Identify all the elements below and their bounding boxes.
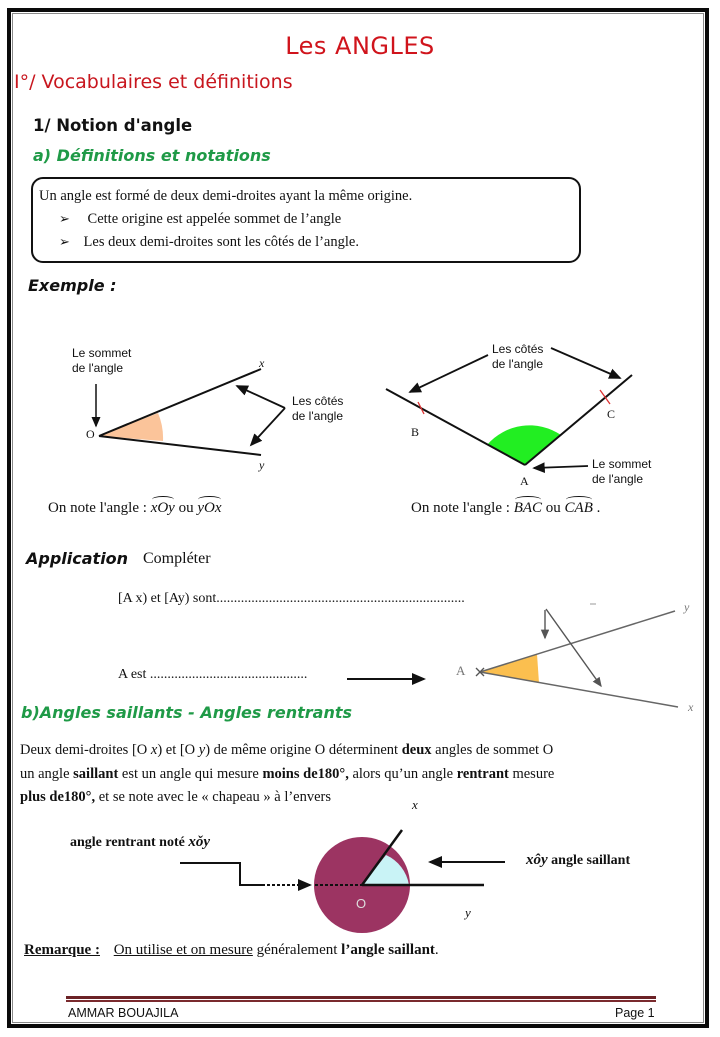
part-a-heading: a) Définitions et notations	[33, 146, 271, 165]
figure1-vertex-callout: Le sommet de l'angle	[72, 346, 132, 375]
example-heading: Exemple :	[28, 276, 117, 295]
application-line-2[interactable]: A est .............................................	[118, 667, 308, 682]
figure2-sides-callout: Les côtés de l'angle	[492, 342, 544, 371]
section-heading: I°/ Vocabulaires et définitions	[14, 71, 293, 93]
footer-author: AMMAR BOUAJILA	[68, 1006, 179, 1020]
figure3-vertex-label: O	[356, 896, 367, 911]
figure2-vertex-label: A	[520, 474, 529, 488]
definition-bullet-2: ➢ Les deux demi-droites sont les côtés de l’angle.	[59, 234, 359, 250]
figure1-sides-callout: Les côtés de l'angle	[292, 394, 344, 423]
part-b-heading: b)Angles saillants - Angles rentrants	[21, 703, 353, 722]
part-b-line-1: Deux demi-droites [O x) et [O y) de même origine O déterminent deux angles de sommet O	[20, 742, 554, 758]
figure1-angle-xoy	[96, 369, 285, 455]
remark-label: Remarque :	[24, 942, 100, 958]
footer-rule-thin	[66, 1000, 656, 1002]
figure3-salient-label: xôy angle saillant	[526, 852, 631, 868]
figure2-notation: On note l'angle : BAC ou CAB .	[411, 500, 601, 516]
figure3-reentrant-label: angle rentrant noté xǒy	[70, 834, 211, 850]
part-b-line-3: plus de180°, et se note avec le « chapeau » à l’envers	[20, 789, 332, 805]
definition-main: Un angle est formé de deux demi-droites ayant la même origine.	[39, 188, 413, 204]
application-heading: Application	[26, 549, 129, 568]
footer-page-number: Page 1	[615, 1006, 655, 1020]
remark: Remarque : On utilise et on mesure généralement l’angle saillant.	[24, 942, 439, 958]
arrow-bullet-icon: ➢	[59, 234, 70, 249]
arrow-bullet-icon: ➢	[59, 211, 70, 226]
subsection-heading: 1/ Notion d'angle	[33, 116, 193, 135]
application-figure	[347, 604, 678, 707]
figure3-saillant-rentrant	[180, 830, 505, 933]
figure2-vertex-callout: Le sommet de l'angle	[592, 457, 652, 486]
application-line-1[interactable]: [A x) et [Ay) sont.......................................................................	[118, 591, 465, 606]
page-title: Les ANGLES	[285, 32, 435, 60]
figure1-ray-x-label: x	[259, 356, 265, 370]
application-vertex-label: A	[456, 663, 466, 678]
figure3-ray-x-label: x	[412, 797, 418, 812]
application-ray-x-label: x	[688, 700, 694, 714]
figure2-point-b-label: B	[411, 425, 420, 439]
figure1-notation: On note l'angle : xOy ou yOx	[48, 500, 222, 516]
part-b-line-2: un angle saillant est un angle qui mesure moins de180°, alors qu’un angle rentrant mesure	[20, 766, 555, 782]
definition-bullet-1: ➢ Cette origine est appelée sommet de l’angle	[59, 211, 342, 227]
figure2-point-c-label: C	[607, 407, 616, 421]
figure1-ray-y-label: y	[259, 458, 265, 472]
application-ray-y-label: y	[684, 600, 690, 614]
figure1-vertex-label: O	[86, 427, 95, 441]
figure3-ray-y-label: y	[465, 905, 471, 920]
footer-rule	[66, 996, 656, 999]
application-instruction: Compléter	[143, 550, 211, 567]
